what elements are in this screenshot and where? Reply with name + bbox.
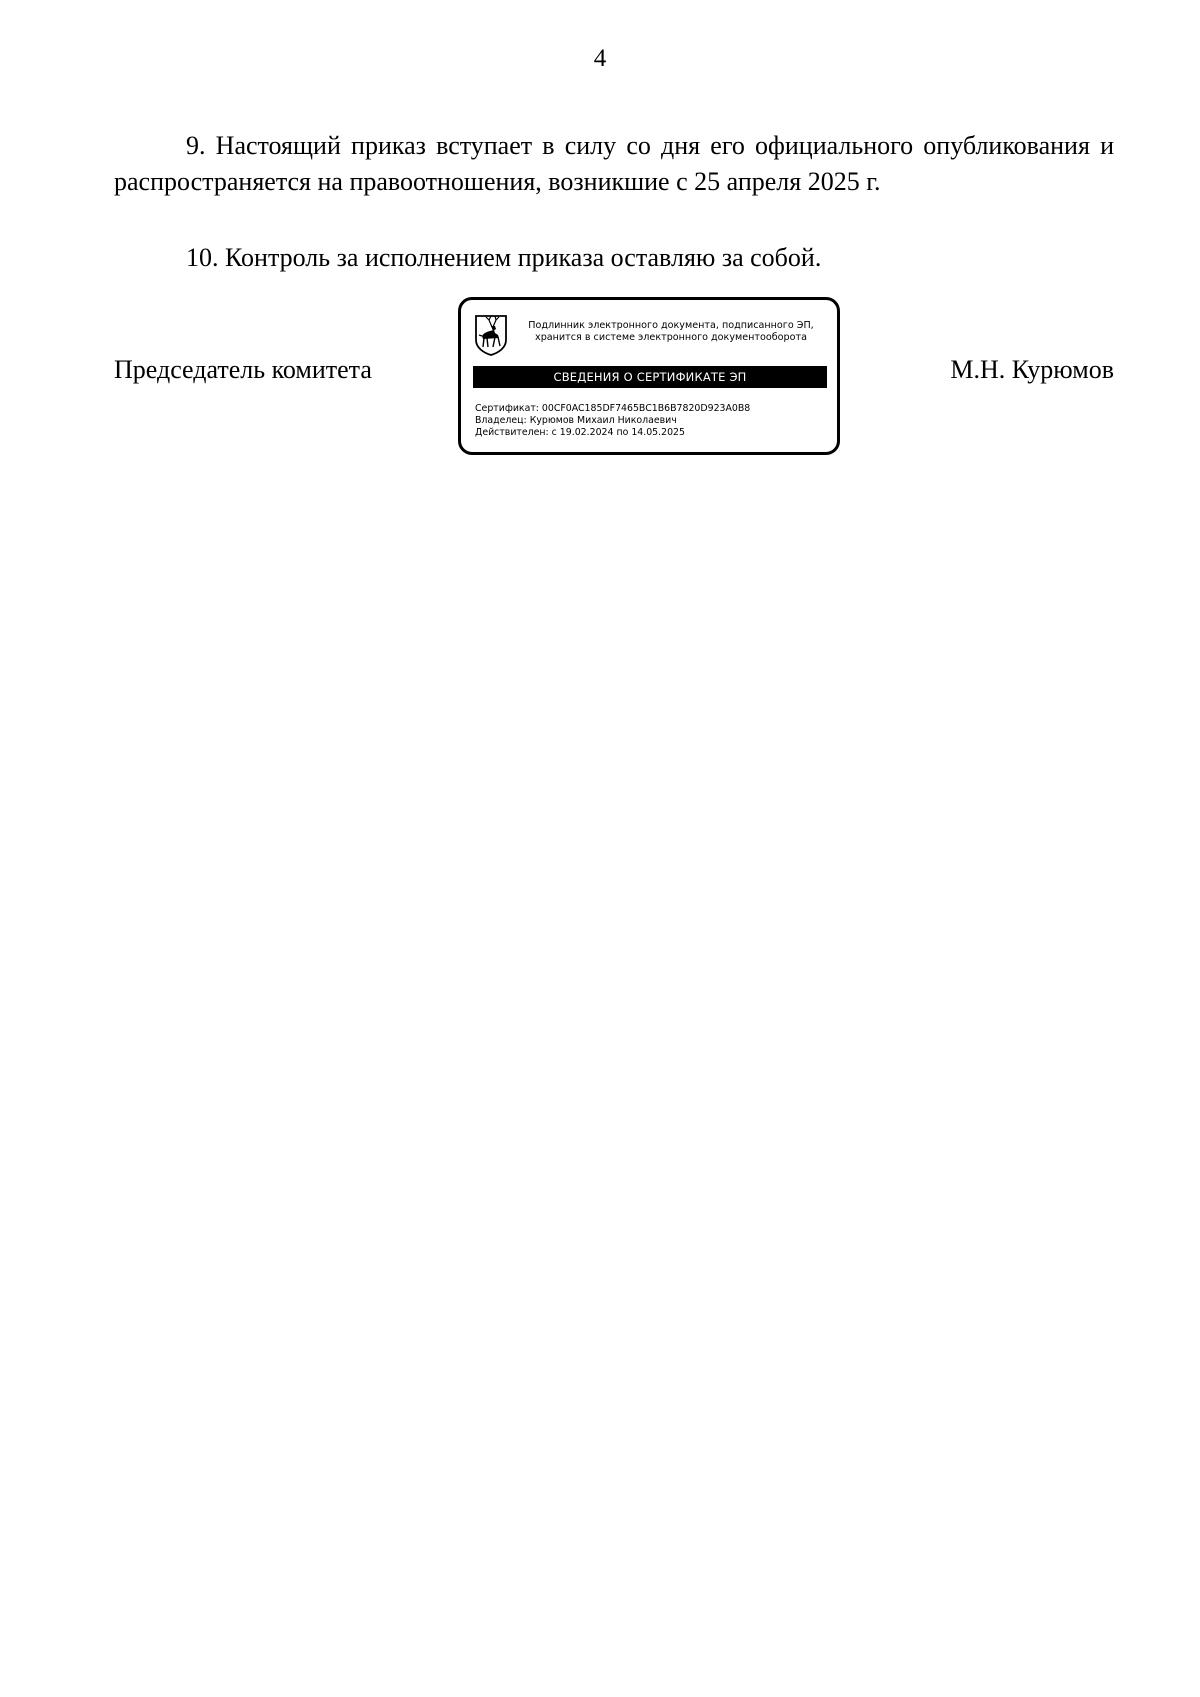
paragraph-10: 10. Контроль за исполнением приказа оставляю за собой. [186, 243, 822, 272]
stamp-certificate-validity: Действителен: с 19.02.2024 по 14.05.2025 [475, 427, 685, 438]
signatory-title: Председатель комитета [114, 355, 372, 384]
stamp-header-line-2: хранится в системе электронного документооборота [535, 332, 807, 343]
stamp-certificate-details [475, 403, 831, 439]
page-number: 4 [593, 45, 607, 72]
signatory-name: М.Н. Курюмов [950, 355, 1114, 384]
coat-of-arms-deer-icon [474, 314, 508, 356]
stamp-header-line-1: Подлинник электронного документа, подписанного ЭП, [528, 320, 814, 331]
paragraph-9: 9. Настоящий приказ вступает в силу со дня его официального опубликования и распространяется на правоотношения, возникшие с 25 апреля 2025 г. [114, 131, 1114, 196]
stamp-certificate-bar: СВЕДЕНИЯ О СЕРТИФИКАТЕ ЭП [473, 366, 827, 388]
stamp-certificate-owner: Владелец: Курюмов Михаил Николаевич [475, 415, 677, 426]
stamp-certificate-number: Сертификат: 00CF0AC185DF7465BC1B6B7820D923A0B8 [475, 403, 751, 414]
electronic-signature-stamp [458, 297, 840, 455]
stamp-header [509, 320, 833, 344]
